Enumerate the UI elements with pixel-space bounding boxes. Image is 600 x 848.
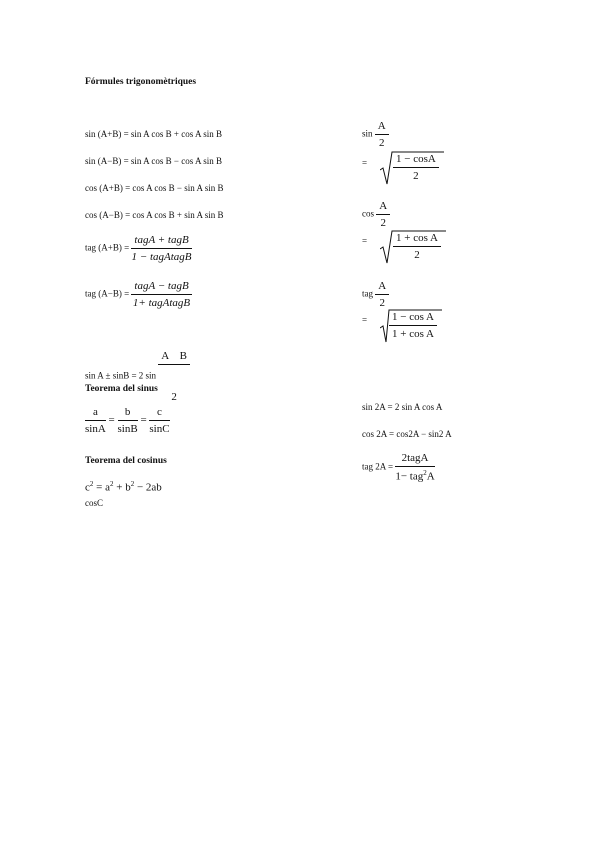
formula-tag-half-eq: = <box>362 315 368 325</box>
equals-sign: = <box>140 414 147 427</box>
formula-tag-diff <box>85 280 192 309</box>
fraction-denominator: sinB <box>117 422 138 435</box>
cosines-term-b: + b <box>113 481 131 494</box>
formula-sin-sum: sin (A+B) = sin A cos B + cos A sin B <box>85 129 222 139</box>
fraction-denominator: sinC <box>149 422 170 435</box>
formula-tag-diff-lhs: tag (A−B) = <box>85 288 130 299</box>
fraction-numerator: tagA + tagB <box>131 234 191 249</box>
denominator-tail: A <box>426 470 435 483</box>
formula-tag-double-lhs: tag 2A = <box>362 461 394 472</box>
cosines-formula <box>85 480 162 494</box>
equals-sign: = <box>108 414 115 427</box>
formula-tag-half-root <box>380 308 442 344</box>
fraction-denominator: 2 <box>379 296 385 309</box>
sines-formula <box>85 406 170 435</box>
formula-tag-double-fraction <box>395 452 434 483</box>
formula-tag-diff-fraction <box>131 280 191 309</box>
formula-cos-half-root <box>380 229 446 265</box>
fraction-numerator: 1 − cos A <box>389 311 437 326</box>
cosines-term-a: = a <box>93 481 110 494</box>
formula-tag-half-angle <box>375 280 389 309</box>
cosines-title: Teorema del cosinus <box>85 456 167 466</box>
cosines-term-c: c <box>85 481 90 494</box>
fraction-denominator <box>395 467 434 483</box>
formula-tag-half-lhs <box>362 280 389 309</box>
fraction-numerator: b <box>118 406 138 421</box>
fraction-numerator: a <box>85 406 106 421</box>
formula-cos-half-angle <box>376 200 390 229</box>
fraction-denominator: 2 <box>414 248 420 261</box>
formula-cos-half-eq: = <box>362 236 368 246</box>
formula-tag-sum-fraction <box>131 234 191 263</box>
formula-sin-half-root <box>380 150 444 186</box>
fraction-numerator: 2tagA <box>395 452 434 467</box>
denominator-exponent: 2 <box>423 468 427 477</box>
fraction-denominator: 1 − tagAtagB <box>131 250 192 263</box>
fraction-denominator: sinA <box>85 422 106 435</box>
formula-tag-half-label: tag <box>362 288 373 299</box>
fraction-denominator: 2 <box>380 216 386 229</box>
fraction-denominator: 2 <box>378 136 385 149</box>
sines-fraction-a <box>85 406 106 435</box>
fraction-numerator: A <box>376 200 390 215</box>
page-title: Fórmules trigonomètriques <box>85 77 197 87</box>
sines-fraction-c <box>149 406 169 435</box>
formula-sin-half-angle <box>375 120 389 149</box>
fraction-denominator: 2 <box>171 390 177 403</box>
formula-cos-sum: cos (A+B) = cos A cos B − sin A sin B <box>85 183 224 193</box>
formula-tag-double <box>362 452 435 483</box>
formula-sin-half-lhs <box>362 120 389 149</box>
cosines-cosC: cosC <box>85 498 103 508</box>
formula-cos-diff: cos (A−B) = cos A cos B + sin A sin B <box>85 210 224 220</box>
cosines-term-2ab: − 2ab <box>134 481 162 494</box>
fraction-denominator: 1 + cos A <box>392 327 434 340</box>
formula-cos-half-radicand <box>393 232 441 261</box>
formula-sin-half-eq: = <box>362 158 368 168</box>
exponent: 2 <box>109 480 114 488</box>
fraction-denominator: 1+ tagAtagB <box>132 296 191 309</box>
formula-tag-sum-lhs: tag (A+B) = <box>85 242 130 253</box>
formula-cos-half-label: cos <box>362 208 374 219</box>
fraction-numerator: tagA − tagB <box>131 280 191 295</box>
formula-sin-half-label: sin <box>362 128 373 139</box>
exponent: 2 <box>89 480 94 488</box>
fraction-numerator: A <box>375 120 389 135</box>
formula-tag-sum <box>85 234 192 263</box>
sines-title: Teorema del sinus <box>85 384 158 394</box>
fraction-numerator: 1 − cosA <box>393 153 439 168</box>
formula-tag-half-radicand <box>389 311 437 340</box>
fraction-numerator: A <box>375 280 389 295</box>
fraction-denominator: 2 <box>413 169 419 182</box>
formula-cos-double: cos 2A = cos2A − sin2 A <box>362 429 452 439</box>
denominator-text: 1− tag <box>395 470 424 483</box>
fraction-numerator: A B <box>158 350 190 365</box>
formula-sin-sum-product-lhs: sin A ± sinB = 2 sin <box>85 370 157 381</box>
formula-cos-half-lhs <box>362 200 390 229</box>
formula-sin-double: sin 2A = 2 sin A cos A <box>362 402 443 412</box>
formula-sin-diff: sin (A−B) = sin A cos B − cos A sin B <box>85 156 222 166</box>
fraction-numerator: c <box>149 406 169 421</box>
sines-fraction-b <box>118 406 138 435</box>
exponent: 2 <box>130 480 135 488</box>
fraction-numerator: 1 + cos A <box>393 232 441 247</box>
formula-sin-half-radicand <box>393 153 439 182</box>
